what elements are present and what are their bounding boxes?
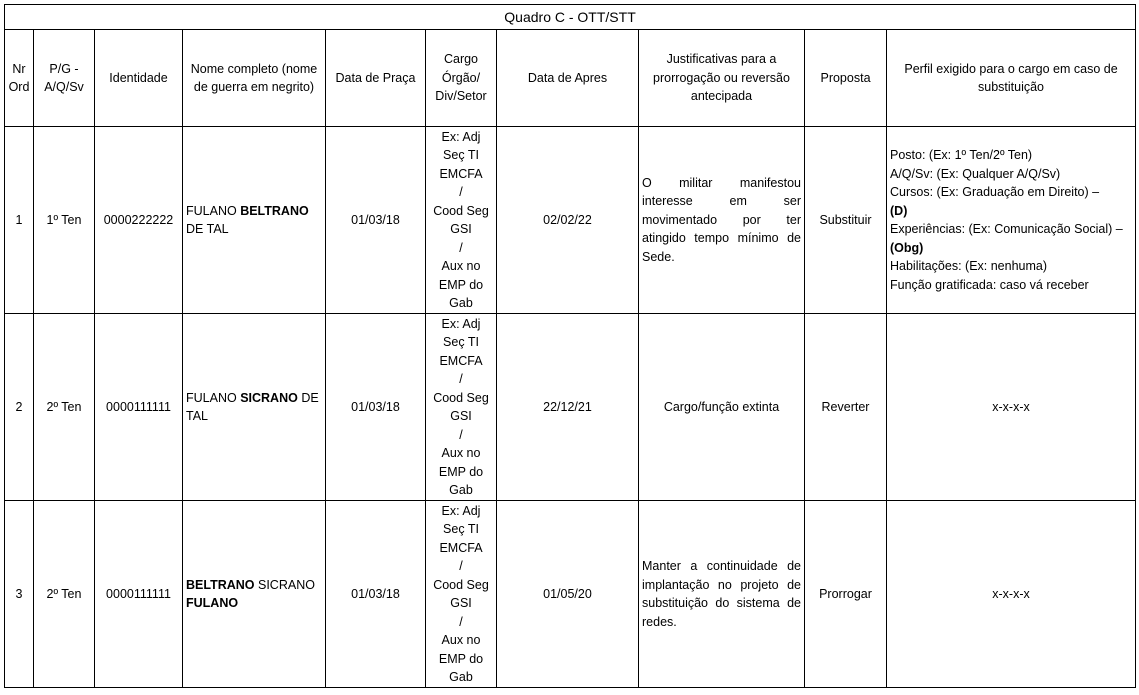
cell-data-praca: 01/03/18: [326, 501, 426, 688]
perfil-cursos: [890, 183, 1132, 220]
cargo-line: /: [459, 614, 463, 629]
quadro-table: [4, 4, 1136, 688]
cell-perfil: [887, 127, 1136, 314]
cargo-line: GSI: [450, 222, 472, 236]
header-justificativas: Justificativas para a prorrogação ou reversão antecipada: [639, 30, 805, 127]
cell-nome: [183, 314, 326, 501]
cargo-line: EMP do: [438, 464, 484, 479]
perfil-cursos-text: Cursos: (Ex: Graduação em Direito) –: [890, 185, 1100, 199]
cargo-line: EMP do: [438, 277, 484, 292]
cell-proposta: Prorrogar: [805, 501, 887, 688]
cargo-line: Aux no: [441, 259, 481, 273]
cargo-line: Seç TI: [443, 148, 479, 162]
perfil-cursos-flag: (D): [890, 203, 908, 218]
nome-part: DE TAL: [186, 222, 229, 236]
table-row: [5, 314, 1136, 501]
perfil-experiencias-text: Experiências: (Ex: Comunicação Social) –: [890, 222, 1123, 236]
cargo-line: Ex: Adj: [441, 316, 481, 331]
cargo-line: EMCFA: [439, 166, 483, 181]
cargo-line: Aux no: [441, 446, 481, 460]
cargo-line: Ex: Adj: [441, 129, 481, 144]
cell-nr: 2: [5, 314, 34, 501]
cell-cargo: [426, 314, 497, 501]
perfil-aqsv: A/Q/Sv: (Ex: Qualquer A/Q/Sv): [890, 166, 1061, 181]
nome-part: SICRANO: [254, 577, 315, 592]
cargo-line: GSI: [450, 409, 472, 423]
cargo-line: EMCFA: [439, 353, 483, 368]
cargo-line: Aux no: [441, 633, 481, 647]
cargo-line: Cood Seg: [433, 577, 489, 592]
cell-identidade: 0000111111: [95, 501, 183, 688]
perfil-experiencias: [890, 220, 1132, 257]
cell-nome: [183, 127, 326, 314]
cell-justificativa: Cargo/função extinta: [639, 314, 805, 501]
header-identidade: Identidade: [95, 30, 183, 127]
cargo-line: /: [459, 372, 463, 386]
cell-identidade: 0000111111: [95, 314, 183, 501]
cell-data-praca: 01/03/18: [326, 127, 426, 314]
cell-proposta: Reverter: [805, 314, 887, 501]
cell-pg: 2º Ten: [34, 501, 95, 688]
header-data-praca: Data de Praça: [326, 30, 426, 127]
cell-nome: [183, 501, 326, 688]
cargo-line: Seç TI: [443, 522, 479, 536]
cell-data-apres: 22/12/21: [497, 314, 639, 501]
cargo-line: EMCFA: [439, 540, 483, 555]
header-cargo: Cargo Órgão/ Div/Setor: [426, 30, 497, 127]
nome-guerra: SICRANO: [240, 390, 298, 405]
cell-proposta: Substituir: [805, 127, 887, 314]
table-row: [5, 501, 1136, 688]
cell-perfil: x-x-x-x: [887, 501, 1136, 688]
perfil-habilitacoes: Habilitações: (Ex: nenhuma): [890, 259, 1048, 273]
cargo-line: /: [459, 427, 463, 442]
cargo-line: /: [459, 240, 463, 255]
cell-justificativa: O militar manifestou interesse em ser movimentado por ter atingido tempo mínimo de Sede.: [639, 127, 805, 314]
cargo-line: /: [459, 185, 463, 199]
nome-guerra: BELTRANO: [186, 577, 255, 592]
cargo-line: Ex: Adj: [441, 503, 481, 518]
cargo-line: Gab: [449, 670, 473, 684]
cell-pg: 2º Ten: [34, 314, 95, 501]
nome-part: FULANO: [186, 390, 241, 405]
cell-data-apres: 02/02/22: [497, 127, 639, 314]
cell-nr: 3: [5, 501, 34, 688]
header-perfil: Perfil exigido para o cargo em caso de substituição: [887, 30, 1136, 127]
cargo-line: Gab: [449, 483, 473, 497]
cargo-line: Seç TI: [443, 335, 479, 349]
cell-data-apres: 01/05/20: [497, 501, 639, 688]
cell-identidade: 0000222222: [95, 127, 183, 314]
cargo-line: /: [459, 559, 463, 573]
nome-part: DE TAL: [186, 390, 319, 423]
cell-justificativa: Manter a continuidade de implantação no projeto de substituição do sistema de redes.: [639, 501, 805, 688]
cell-perfil: x-x-x-x: [887, 314, 1136, 501]
cell-nr: 1: [5, 127, 34, 314]
cargo-line: GSI: [450, 596, 472, 610]
header-proposta: Proposta: [805, 30, 887, 127]
nome-guerra: FULANO: [186, 596, 239, 610]
table-row: [5, 127, 1136, 314]
cell-cargo: [426, 127, 497, 314]
cargo-line: Cood Seg: [433, 390, 489, 405]
cell-cargo: [426, 501, 497, 688]
perfil-funcao: Função gratificada: caso vá receber: [890, 277, 1089, 292]
cargo-line: Cood Seg: [433, 203, 489, 218]
header-data-apres: Data de Apres: [497, 30, 639, 127]
nome-guerra: BELTRANO: [240, 203, 309, 218]
cell-pg: 1º Ten: [34, 127, 95, 314]
perfil-experiencias-flag: (Obg): [890, 240, 924, 255]
header-nome: Nome completo (nome de guerra em negrito): [183, 30, 326, 127]
table-title: Quadro C - OTT/STT: [5, 5, 1136, 30]
cell-data-praca: 01/03/18: [326, 314, 426, 501]
nome-part: FULANO: [186, 203, 241, 218]
cargo-line: Gab: [449, 296, 473, 310]
header-nr-ord: Nr Ord: [5, 30, 34, 127]
cargo-line: EMP do: [438, 651, 484, 666]
header-pg: P/G - A/Q/Sv: [34, 30, 95, 127]
perfil-posto: Posto: (Ex: 1º Ten/2º Ten): [890, 148, 1033, 162]
